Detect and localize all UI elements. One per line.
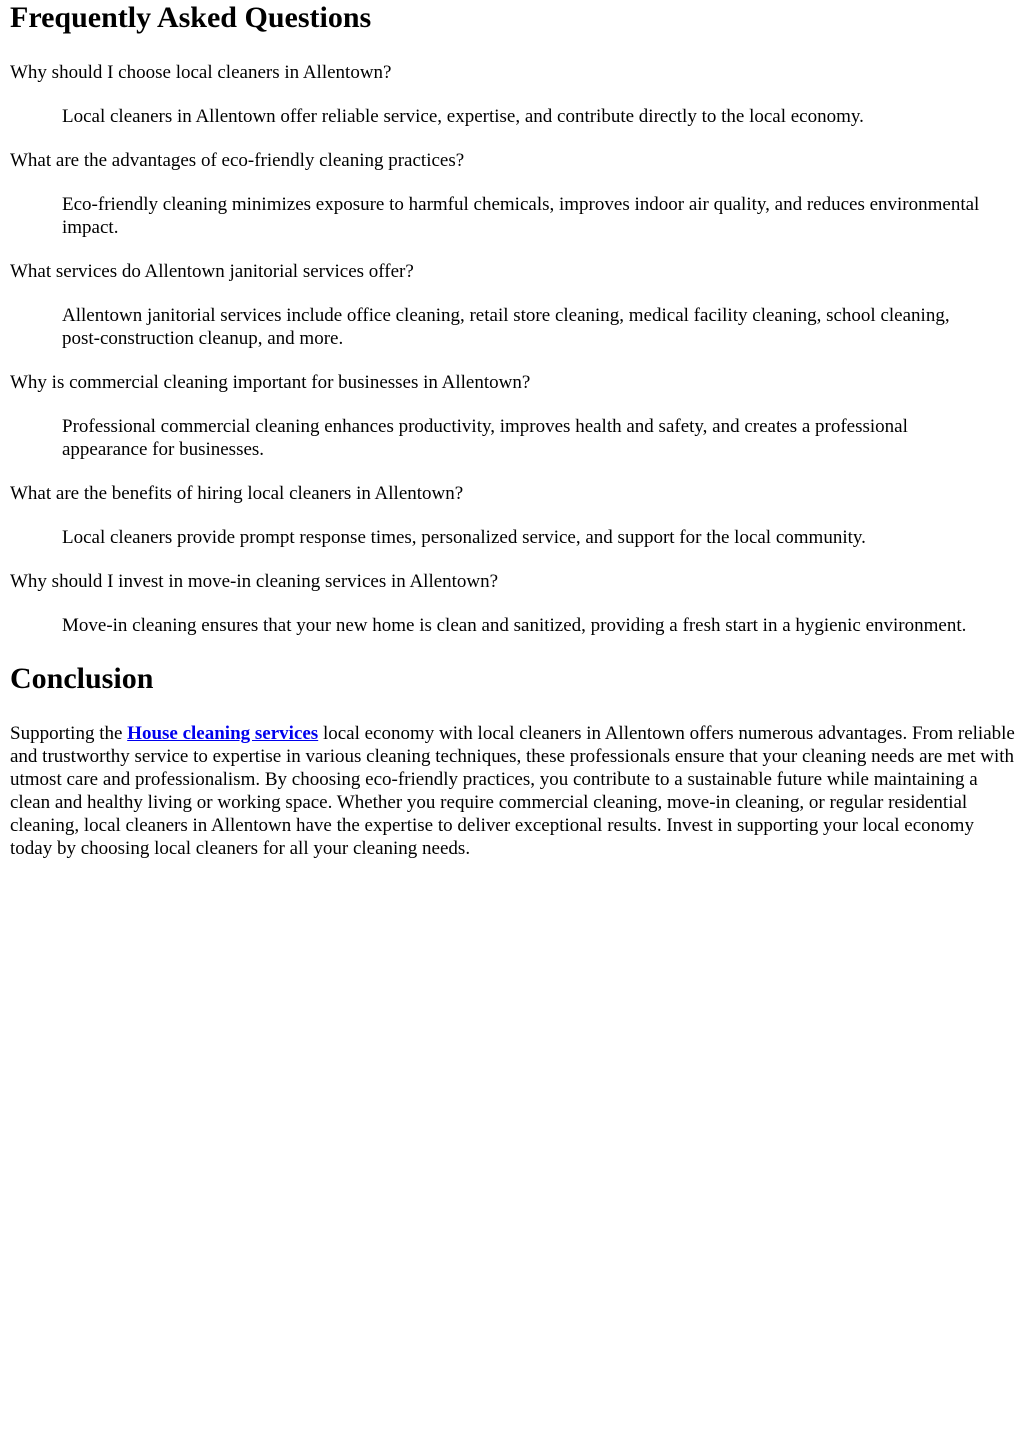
faq-question-1: Why should I choose local cleaners in Allentown?	[10, 62, 392, 83]
faq-answer-5: Local cleaners provide prompt response times, personalized service, and support for the local community.	[62, 527, 866, 548]
faq-question-3: What services do Allentown janitorial services offer?	[10, 261, 414, 282]
house-cleaning-services-link[interactable]: House cleaning services	[127, 723, 319, 744]
conclusion-text-before-link: Supporting the	[10, 723, 128, 744]
faq-question-2: What are the advantages of eco-friendly cleaning practices?	[10, 150, 465, 171]
conclusion-text-after-link: local economy with local cleaners in Allentown offers numerous advantages. From reliable and trustworthy service to expertise in various cleaning techniques, these professionals ensure that your cleaning needs are met with utmost care and professionalism. By choosing eco-friendly practices, you contribute to a sustainable future while maintaining a clean and healthy living or working space. Whether you require commercial cleaning, move-in cleaning, or regular residential cleaning, local cleaners in Allentown have the expertise to deliver exceptional results. Invest in supporting your local economy today by choosing local cleaners for all your cleaning needs.	[10, 723, 1015, 859]
faq-question-4: Why is commercial cleaning important for businesses in Allentown?	[10, 372, 531, 393]
conclusion-heading: Conclusion	[10, 662, 154, 695]
faq-heading: Frequently Asked Questions	[10, 1, 372, 34]
faq-question-5: What are the benefits of hiring local cleaners in Allentown?	[10, 483, 464, 504]
faq-answer-1: Local cleaners in Allentown offer reliable service, expertise, and contribute directly to the local economy.	[62, 106, 864, 127]
faq-answer-6: Move-in cleaning ensures that your new home is clean and sanitized, providing a fresh start in a hygienic environment.	[62, 615, 967, 636]
faq-answer-2: Eco-friendly cleaning minimizes exposure to harmful chemicals, improves indoor air quality, and reduces environmental impact.	[62, 194, 980, 238]
faq-question-6: Why should I invest in move-in cleaning services in Allentown?	[10, 571, 499, 592]
faq-list	[10, 61, 1024, 637]
faq-answer-3: Allentown janitorial services include office cleaning, retail store cleaning, medical facility cleaning, school cleaning, post-construction cleanup, and more.	[62, 305, 950, 349]
faq-answer-4: Professional commercial cleaning enhances productivity, improves health and safety, and creates a professional appearance for businesses.	[62, 416, 908, 460]
conclusion-paragraph	[10, 722, 1020, 860]
